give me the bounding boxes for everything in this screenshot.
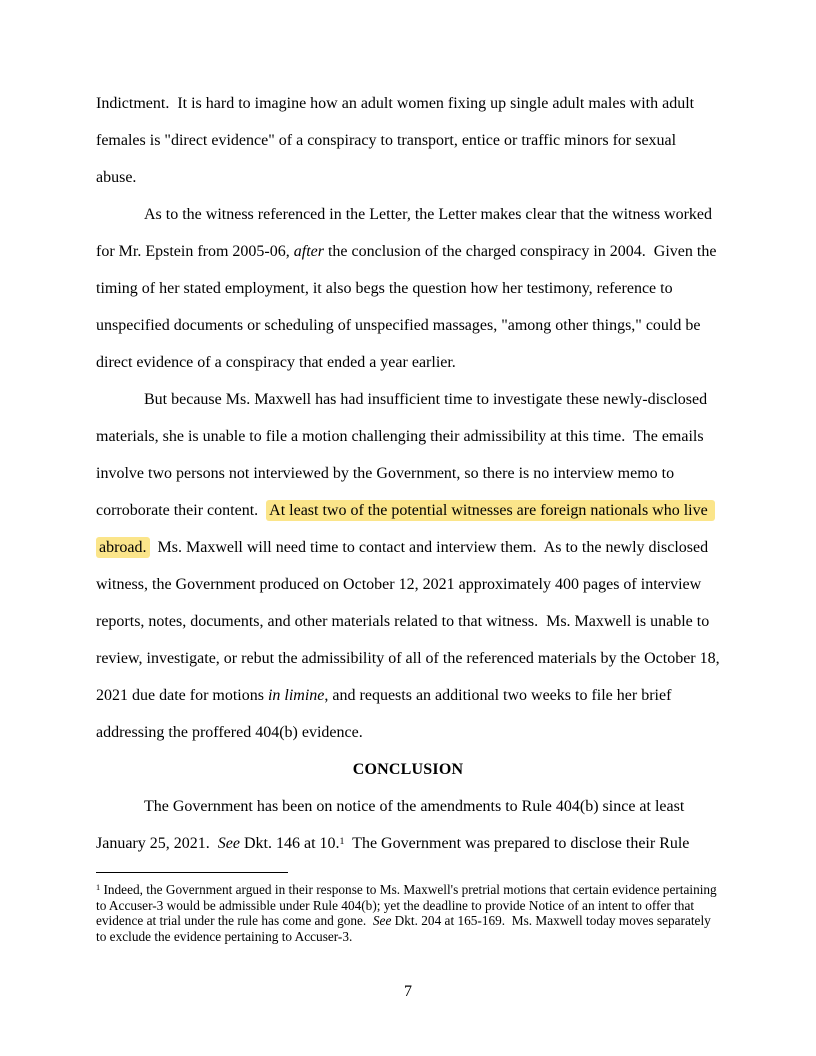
paragraph-conclusion: The Government has been on notice of the amendments to Rule 404(b) since at least January 25, 2021. See Dkt. 146 at 10.$^1$ The Government was prepared to disclose their Rule [96,798,690,852]
paragraph-insufficient-time: But because Ms. Maxwell has had insufficient time to investigate these newly-disclosed materials, she is unable to file a motion challenging their admissibility at this time. The emails involve two persons not interviewed by the Government, so there is no interview memo to corroborate their content. At least two of the potential witnesses are foreign nationals who live abroad. Ms. Maxwell will need time to contact and interview them. As to the newly disclosed witness, the Government produced on October 12, 2021 approximately 400 pages of interview reports, notes, documents, and other materials related to that witness. Ms. Maxwell is unable to review, investigate, or rebut the admissibility of all of the referenced materials by the October 18, 2021 due date for motions in limine, and requests an additional two weeks to file her brief addressing the proffered 404(b) evidence. [96,391,724,741]
highlighted-text: At least two of the potential witnesses are foreign nationals who live abroad. [96,500,715,558]
footnote-separator [96,872,288,873]
page-number: 7 [404,983,412,1000]
footnote-area [96,872,720,944]
paragraph-continuation: Indictment. It is hard to imagine how an adult women fixing up single adult males with adult females is "direct evidence" of a conspiracy to transport, entice or traffic minors for sexual abuse. [96,95,699,186]
footnote-1: $^1$ Indeed, the Government argued in their response to Ms. Maxwell's pretrial motions that certain evidence pertaining to Accuser-3 would be admissible under Rule 404(b); yet the deadline to provide Notice of an intent to offer that evidence at trial under the rule has come and gone. See Dkt. 204 at 165-169. Ms. Maxwell today moves separately to exclude the evidence pertaining to Accuser-3. [96,882,721,944]
conclusion-heading: CONCLUSION [352,761,464,778]
paragraph-witness-letter: As to the witness referenced in the Letter, the Letter makes clear that the witness worked for Mr. Epstein from 2005-06, after the conclusion of the charged conspiracy in 2004. Given the timing of her stated employment, it also begs the question how her testimony, reference to unspecified documents or scheduling of unspecified massages, "among other things," could be direct evidence of a conspiracy that ended a year earlier. [96,206,721,371]
document-body [96,85,724,862]
